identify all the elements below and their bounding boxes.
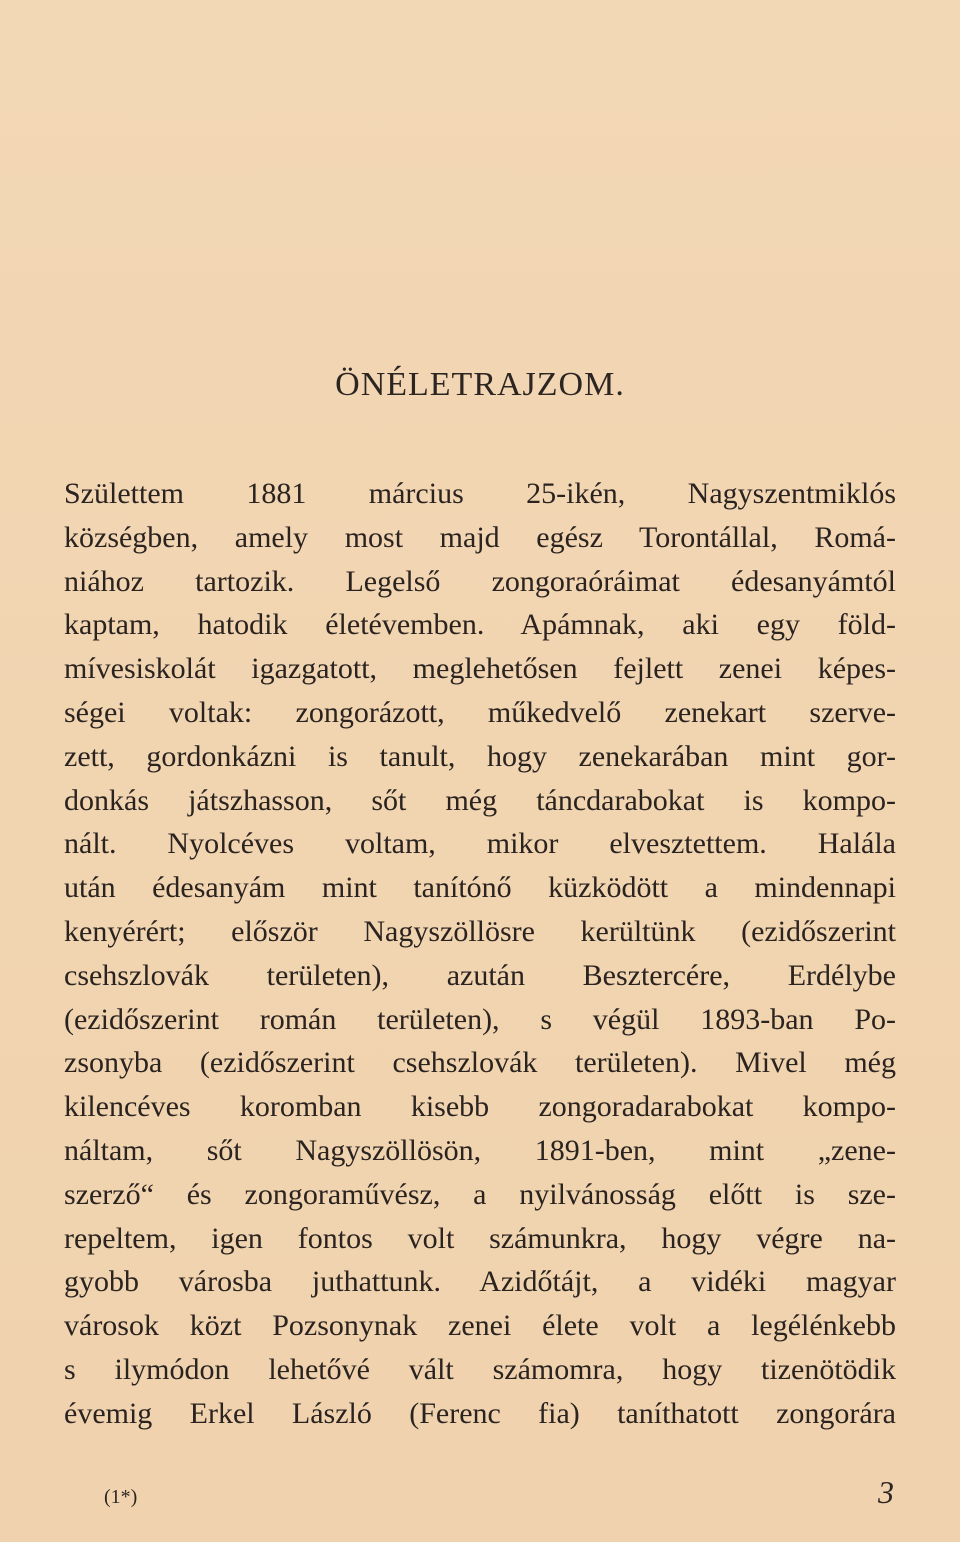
text-line: szerző“ és zongoraművész, a nyilvánosság előtt is sze- [64,1177,896,1211]
text-line: csehszlovák területen), azután Besztercére, Erdélybe [64,958,896,992]
text-line: donkás játszhasson, sőt még táncdarabokat is kompo- [64,783,896,817]
page-number: 3 [878,1474,894,1510]
body-text [64,472,896,1436]
text-line: s ilymódon lehetővé vált számomra, hogy tizenötödik [64,1352,896,1386]
text-line: városok közt Pozsonynak zenei élete volt a legélénkebb [64,1309,896,1343]
text-line: Születtem 1881 március 25-ikén, Nagyszentmiklós [64,477,896,510]
text-line: (ezidőszerint román területen), s végül 1893-ban Po- [64,1002,896,1036]
text-line: kaptam, hatodik életévemben. Apámnak, aki egy föld- [64,608,896,642]
text-line: nált. Nyolcéves voltam, mikor elvesztettem. Halála [64,827,896,861]
text-line: zett, gordonkázni is tanult, hogy zenekarában mint gor- [64,739,896,773]
text-line: után édesanyám mint tanítónő küzködött a mindennapi [64,871,896,905]
text-line: kenyérért; először Nagyszöllösre kerültünk (ezidőszerint [64,914,896,948]
page-title: ÖNÉLETRAJZOM. [335,366,625,403]
text-line: községben, amely most majd egész Torontállal, Romá- [64,520,896,554]
text-line: évemig Erkel László (Ferenc fia) taníthatott zongorára [64,1396,896,1430]
text-line: náltam, sőt Nagyszöllösön, 1891-ben, mint „zene- [64,1133,896,1167]
text-line: kilencéves koromban kisebb zongoradarabokat kompo- [64,1090,896,1124]
text-line: zsonyba (ezidőszerint csehszlovák területen). Mivel még [64,1046,896,1080]
text-line: repeltem, igen fontos volt számunkra, hogy végre na- [64,1221,896,1255]
text-line: gyobb városba juthattunk. Azidőtájt, a vidéki magyar [64,1265,896,1299]
text-line: mívesiskolát igazgatott, meglehetősen fejlett zenei képes- [64,652,896,686]
text-line: niához tartozik. Legelső zongoraóráimat édesanyámtól [64,564,896,598]
text-line: ségei voltak: zongorázott, műkedvelő zenekart szerve- [64,695,896,729]
signature-mark: (1*) [104,1486,138,1508]
